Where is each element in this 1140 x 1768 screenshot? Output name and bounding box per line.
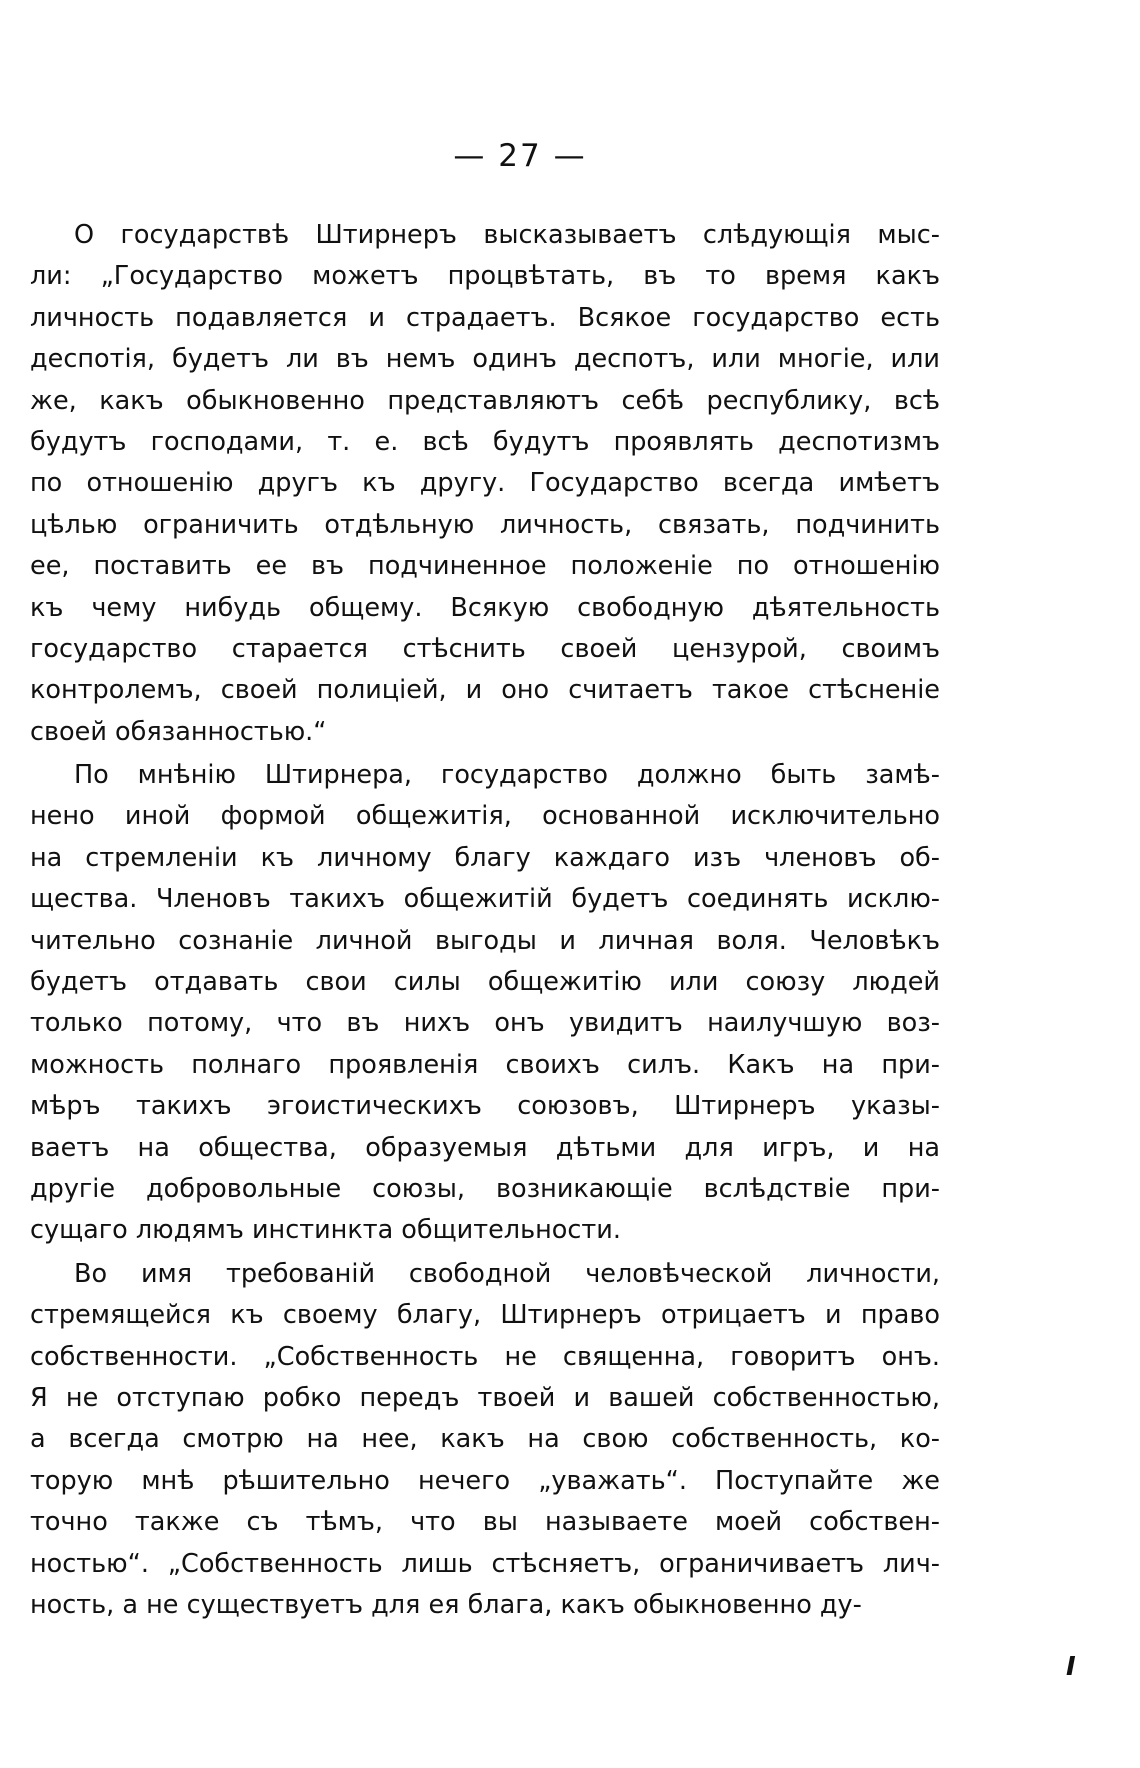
text-line: деспотія, будетъ ли въ немъ одинъ деспотъ, или многіе, или xyxy=(30,344,940,375)
text-line: можность полнаго проявленія своихъ силъ. Какъ на при- xyxy=(30,1049,940,1080)
text-line: По мнѣнію Штирнера, государство должно быть замѣ- xyxy=(74,760,940,791)
paragraph xyxy=(30,755,940,1252)
text-line: на стремленіи къ личному благу каждаго изъ членовъ об- xyxy=(30,842,940,873)
text-line: Я не отступаю робко передъ твоей и вашей собственностью, xyxy=(30,1382,940,1413)
text-line: сущаго людямъ инстинкта общительности. xyxy=(30,1215,621,1246)
text-line: стремящейся къ своему благу, Штирнеръ отрицаетъ и право xyxy=(30,1300,940,1331)
paragraph xyxy=(30,1254,940,1627)
page-number: — 27 — xyxy=(453,138,587,174)
text-line: личность подавляется и страдаетъ. Всякое государство есть xyxy=(30,302,940,333)
text-line: Во имя требованій свободной человѣческой личности, xyxy=(74,1258,940,1289)
body-text xyxy=(30,215,940,1626)
text-line: ность, а не существуетъ для ея блага, какъ обыкновенно ду- xyxy=(30,1589,862,1620)
text-line: а всегда смотрю на нее, какъ на свою собственность, ко- xyxy=(30,1424,940,1455)
text-line: нено иной формой общежитія, основанной исключительно xyxy=(30,801,940,832)
margin-mark: I xyxy=(1066,1652,1076,1682)
text-line: будутъ господами, т. е. всѣ будутъ проявлять деспотизмъ xyxy=(30,426,940,457)
paragraph xyxy=(30,215,940,753)
text-line: цѣлью ограничить отдѣльную личность, связать, подчинить xyxy=(30,509,940,540)
text-line: ее, поставить ее въ подчиненное положеніе по отношенію xyxy=(30,551,940,582)
text-line: ностью“. „Собственность лишь стѣсняетъ, ограничиваетъ лич- xyxy=(30,1548,940,1579)
text-line: къ чему нибудь общему. Всякую свободную дѣятельность xyxy=(30,592,940,623)
text-line: другіе добровольные союзы, возникающіе вслѣдствіе при- xyxy=(30,1173,940,1204)
text-line: ли: „Государство можетъ процвѣтать, въ то время какъ xyxy=(30,261,940,292)
text-line: своей обязанностью.“ xyxy=(30,716,327,747)
text-line: по отношенію другъ къ другу. Государство всегда имѣетъ xyxy=(30,468,940,499)
text-line: же, какъ обыкновенно представляютъ себѣ республику, всѣ xyxy=(30,385,940,416)
text-line: только потому, что въ нихъ онъ увидитъ наилучшую воз- xyxy=(30,1008,940,1039)
text-line: государство старается стѣснить своей цензурой, своимъ xyxy=(30,633,940,664)
text-line: точно также съ тѣмъ, что вы называете моей собствен- xyxy=(30,1507,940,1538)
text-line: мѣръ такихъ эгоистическихъ союзовъ, Штирнеръ указы- xyxy=(30,1091,940,1122)
text-line: О государствѣ Штирнеръ высказываетъ слѣдующія мыс- xyxy=(74,220,940,250)
text-line: торую мнѣ рѣшительно нечего „уважать“. Поступайте же xyxy=(30,1465,940,1496)
text-line: ваетъ на общества, образуемыя дѣтьми для игръ, и на xyxy=(30,1132,940,1163)
text-line: контролемъ, своей полиціей, и оно считаетъ такое стѣсненіе xyxy=(30,675,940,706)
text-line: щества. Членовъ такихъ общежитій будетъ соединять исклю- xyxy=(30,884,940,915)
text-line: чительно сознаніе личной выгоды и личная воля. Человѣкъ xyxy=(30,925,940,956)
text-line: будетъ отдавать свои силы общежитію или союзу людей xyxy=(30,967,940,998)
text-line: собственности. „Собственность не священна, говоритъ онъ. xyxy=(30,1341,940,1372)
